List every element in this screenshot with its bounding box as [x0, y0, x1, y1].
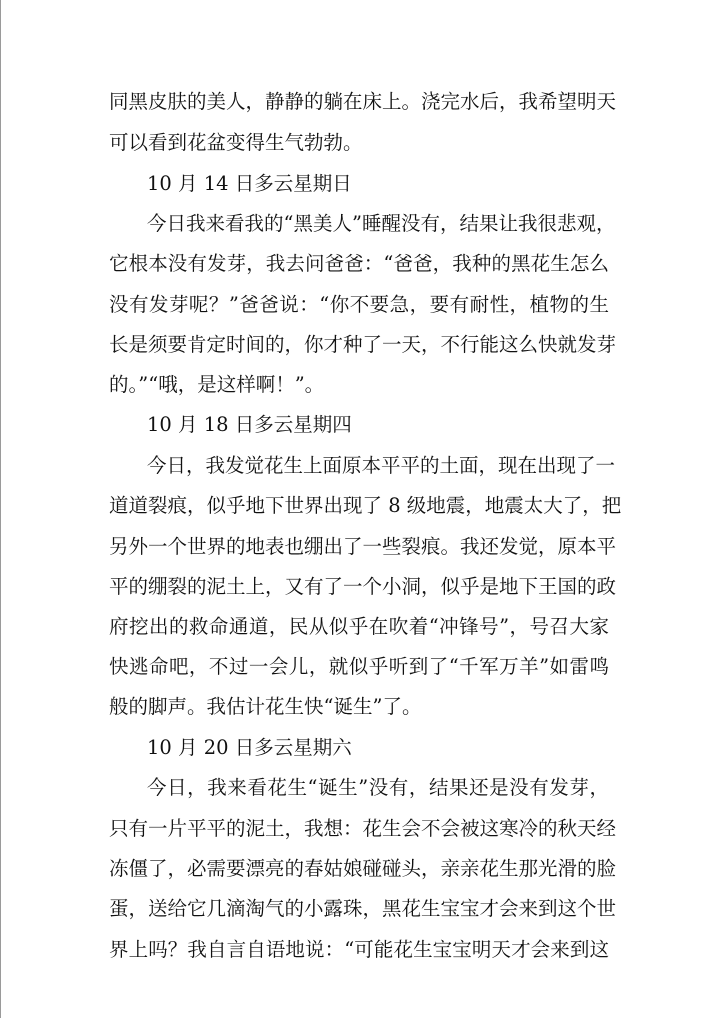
text-line: 今日我来看我的“黑美人”睡醒没有，结果让我很悲观， — [147, 212, 616, 235]
text-line: 没有发芽呢？”爸爸说：“你不要急，要有耐性，植物的生 — [109, 293, 609, 316]
text-line: 界上吗？我自言自语地说：“可能花生宝宝明天才会来到这 — [109, 938, 609, 961]
text-line: 可以看到花盆变得生气勃勃。 — [109, 131, 363, 154]
text-line: 快逃命吧，不过一会儿，就似乎听到了“千军万羊”如雷鸣 — [109, 655, 609, 678]
text-line: 另外一个世界的地表也绷出了一些裂痕。我还发觉，原本平 — [109, 535, 617, 558]
text-line: 般的脚声。我估计花生快“诞生”了。 — [109, 695, 422, 718]
text-line: 的。”“哦，是这样啊！”。 — [109, 373, 325, 396]
text-line: 冻僵了，必需要漂亮的春姑娘碰碰头，亲亲花生那光滑的脸 — [109, 857, 617, 880]
text-line: 长是须要肯定时间的，你才种了一天，不行能这么快就发芽 — [109, 333, 617, 356]
text-line: 它根本没有发芽，我去问爸爸：“爸爸，我种的黑花生怎么 — [109, 252, 609, 275]
diary-date-heading: 10 月 20 日多云星期六 — [147, 736, 352, 759]
text-line: 道道裂痕，似乎地下世界出现了 8 级地震，地震太大了，把 — [109, 494, 622, 517]
diary-date-heading: 10 月 18 日多云星期四 — [147, 413, 352, 436]
diary-date-heading: 10 月 14 日多云星期日 — [147, 172, 352, 195]
text-line: 府挖出的救命通道，民从似乎在吹着“冲锋号”，号召大家 — [109, 615, 609, 638]
text-line: 蛋，送给它几滴淘气的小露珠，黑花生宝宝才会来到这个世 — [109, 897, 617, 920]
text-line: 只有一片平平的泥土，我想：花生会不会被这寒冷的秋天经 — [109, 817, 617, 840]
text-line: 平的绷裂的泥土上，又有了一个小洞，似乎是地下王国的政 — [109, 575, 617, 598]
text-line: 今日，我来看花生“诞生”没有，结果还是没有发芽， — [147, 776, 609, 799]
text-line: 同黑皮肤的美人，静静的躺在床上。浇完水后，我希望明天 — [109, 90, 617, 113]
page-left-edge — [0, 0, 1, 1018]
text-line: 今日，我发觉花生上面原本平平的土面，现在出现了一 — [147, 454, 616, 477]
